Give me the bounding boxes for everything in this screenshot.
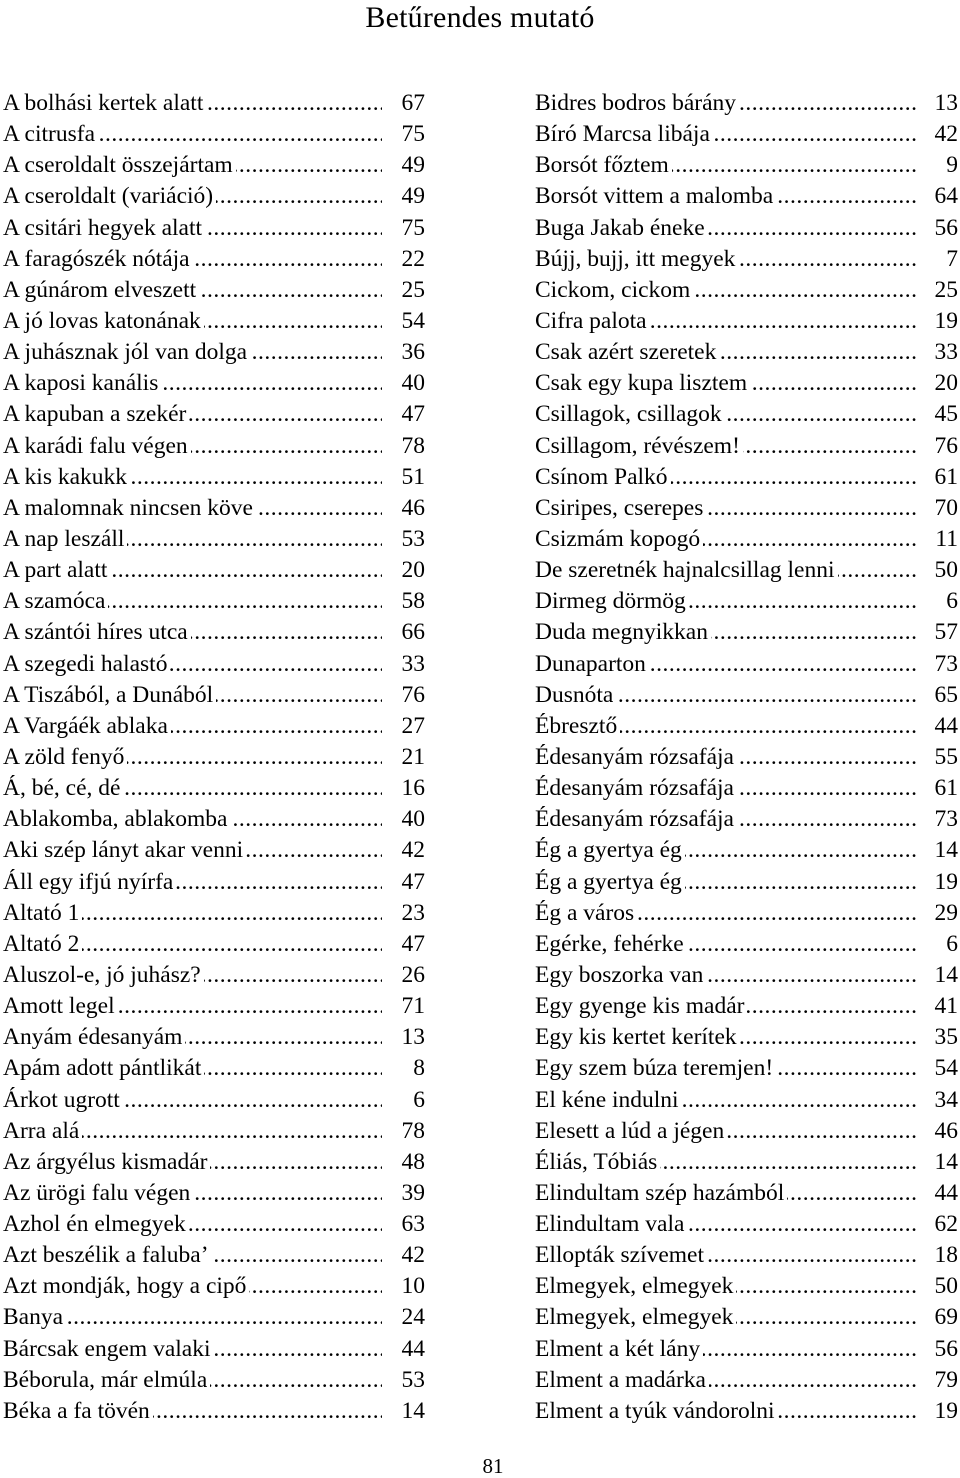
- entry-page-number: 78: [385, 431, 425, 462]
- index-entry: [535, 711, 958, 742]
- entry-page-number: 67: [385, 88, 425, 119]
- entry-title: A faragószék nótája: [3, 246, 193, 272]
- entry-title: Egy kis kertet kerítek: [535, 1024, 740, 1050]
- index-entry: [535, 867, 958, 898]
- index-entry: [535, 773, 958, 804]
- index-entry: [3, 649, 425, 680]
- entry-page-number: 71: [385, 991, 425, 1022]
- entry-page-number: 7: [921, 244, 958, 275]
- entry-page-number: 51: [385, 462, 425, 493]
- entry-title: A citrusfa: [3, 121, 98, 147]
- entry-page-number: 8: [385, 1053, 425, 1084]
- entry-title: Csillagom, révészem!: [535, 433, 743, 459]
- entry-title: Elmegyek, elmegyek: [535, 1304, 736, 1330]
- index-entry: [535, 1271, 958, 1302]
- index-entry: [3, 773, 425, 804]
- entry-page-number: 45: [921, 399, 958, 430]
- entry-title: El kéne indulni: [535, 1087, 682, 1113]
- entry-page-number: 40: [385, 804, 425, 835]
- entry-page-number: 61: [921, 462, 958, 493]
- entry-page-number: 9: [921, 150, 958, 181]
- entry-page-number: 62: [921, 1209, 958, 1240]
- entry-title: Banya: [3, 1304, 66, 1330]
- index-entry: [535, 306, 958, 337]
- index-entry: [3, 680, 425, 711]
- entry-title: A juhásznak jól van dolga: [3, 339, 250, 365]
- entry-title: Csiripes, cserepes: [535, 495, 706, 521]
- entry-page-number: 26: [385, 960, 425, 991]
- entry-title: Az árgyélus kismadár: [3, 1149, 210, 1175]
- entry-title: Ég a város: [535, 900, 637, 926]
- index-entry: [535, 1022, 958, 1053]
- index-entry: [3, 462, 425, 493]
- index-entry: [3, 1302, 425, 1333]
- entry-title: Egérke, fehérke: [535, 931, 687, 957]
- entry-page-number: 63: [385, 1209, 425, 1240]
- entry-page-number: 10: [385, 1271, 425, 1302]
- entry-page-number: 44: [921, 1178, 958, 1209]
- entry-page-number: 57: [921, 617, 958, 648]
- entry-page-number: 33: [385, 649, 425, 680]
- entry-page-number: 35: [921, 1022, 958, 1053]
- index-entry: [535, 586, 958, 617]
- entry-page-number: 49: [385, 150, 425, 181]
- index-entry: [3, 1022, 425, 1053]
- entry-title: Borsót főztem: [535, 152, 672, 178]
- index-entry: [535, 462, 958, 493]
- index-entry: [535, 1365, 958, 1396]
- entry-page-number: 33: [921, 337, 958, 368]
- index-entry: [535, 835, 958, 866]
- entry-page-number: 6: [921, 929, 958, 960]
- entry-page-number: 58: [385, 586, 425, 617]
- index-entry: [3, 742, 425, 773]
- entry-page-number: 42: [385, 1240, 425, 1271]
- entry-page-number: 54: [385, 306, 425, 337]
- entry-title: Altató 2: [3, 931, 82, 957]
- entry-title: Béborula, már elmúla: [3, 1367, 210, 1393]
- entry-title: Egy gyenge kis madár: [535, 993, 747, 1019]
- entry-page-number: 14: [921, 960, 958, 991]
- entry-page-number: 44: [385, 1334, 425, 1365]
- entry-title: A karádi falu végen: [3, 433, 191, 459]
- entry-page-number: 42: [385, 835, 425, 866]
- index-entry: [535, 1147, 958, 1178]
- index-entry: [535, 555, 958, 586]
- entry-page-number: 14: [921, 835, 958, 866]
- index-entry: [535, 1085, 958, 1116]
- entry-title: A zöld fenyő: [3, 744, 127, 770]
- entry-title: A szántói híres utca: [3, 619, 191, 645]
- entry-title: Duda megnyikkan: [535, 619, 711, 645]
- entry-title: Azhol én elmegyek: [3, 1211, 189, 1237]
- entry-title: Elment a két lány: [535, 1336, 703, 1362]
- entry-page-number: 19: [921, 306, 958, 337]
- entry-page-number: 25: [385, 275, 425, 306]
- entry-title: Ég a gyertya ég: [535, 837, 685, 863]
- entry-page-number: 34: [921, 1085, 958, 1116]
- index-entry: [535, 181, 958, 212]
- entry-title: Cickom, cickom: [535, 277, 693, 303]
- index-entry: [3, 524, 425, 555]
- entry-title: Csak azért szeretek: [535, 339, 719, 365]
- index-entry: [535, 1334, 958, 1365]
- index-entry: [535, 88, 958, 119]
- index-entry: [3, 399, 425, 430]
- index-entry: [535, 524, 958, 555]
- entry-page-number: 76: [385, 680, 425, 711]
- index-entry: [535, 898, 958, 929]
- entry-page-number: 14: [921, 1147, 958, 1178]
- index-entry: [535, 119, 958, 150]
- entry-page-number: 78: [385, 1116, 425, 1147]
- entry-page-number: 69: [921, 1302, 958, 1333]
- index-entry: [535, 1302, 958, 1333]
- entry-page-number: 42: [921, 119, 958, 150]
- entry-page-number: 27: [385, 711, 425, 742]
- index-entry: [3, 804, 425, 835]
- entry-title: Árkot ugrott: [3, 1087, 123, 1113]
- entry-title: Az ürögi falu végen: [3, 1180, 193, 1206]
- index-entry: [3, 88, 425, 119]
- page-number: 81: [482, 1454, 504, 1478]
- index-entry: [3, 181, 425, 212]
- index-entry: [3, 1365, 425, 1396]
- index-entry: [3, 275, 425, 306]
- entry-page-number: 20: [385, 555, 425, 586]
- entry-title: Csillagok, csillagok: [535, 401, 725, 427]
- index-entry: [535, 929, 958, 960]
- entry-page-number: 40: [385, 368, 425, 399]
- entry-title: A bolhási kertek alatt: [3, 90, 206, 116]
- entry-title: Elment a tyúk vándorolni: [535, 1398, 778, 1424]
- entry-title: Édesanyám rózsafája: [535, 744, 737, 770]
- index-entry: [3, 306, 425, 337]
- index-entry: [535, 150, 958, 181]
- entry-page-number: 75: [385, 119, 425, 150]
- entry-title: A Tiszából, a Dunából: [3, 682, 216, 708]
- entry-page-number: 20: [921, 368, 958, 399]
- entry-title: Á, bé, cé, dé: [3, 775, 123, 801]
- entry-title: Dirmeg dörmög: [535, 588, 689, 614]
- entry-page-number: 49: [385, 181, 425, 212]
- index-entry: [535, 431, 958, 462]
- index-entry: [3, 1240, 425, 1271]
- entry-page-number: 24: [385, 1302, 425, 1333]
- entry-page-number: 61: [921, 773, 958, 804]
- entry-title: Ellopták szívemet: [535, 1242, 707, 1268]
- entry-page-number: 13: [921, 88, 958, 119]
- index-entry: [3, 244, 425, 275]
- entry-title: A cseroldalt (variáció): [3, 183, 216, 209]
- entry-title: A nap leszáll: [3, 526, 127, 552]
- entry-page-number: 6: [385, 1085, 425, 1116]
- index-entry: [3, 555, 425, 586]
- entry-title: Édesanyám rózsafája: [535, 806, 737, 832]
- entry-page-number: 39: [385, 1178, 425, 1209]
- index-entry: [3, 1209, 425, 1240]
- entry-page-number: 54: [921, 1053, 958, 1084]
- index-entry: [535, 649, 958, 680]
- entry-page-number: 70: [921, 493, 958, 524]
- entry-page-number: 66: [385, 617, 425, 648]
- entry-page-number: 64: [921, 181, 958, 212]
- entry-title: Apám adott pántlikát: [3, 1055, 204, 1081]
- entry-page-number: 18: [921, 1240, 958, 1271]
- entry-title: Elindultam szép hazámból: [535, 1180, 787, 1206]
- index-entry: [3, 835, 425, 866]
- index-entry: [535, 399, 958, 430]
- entry-title: Csizmám kopogó: [535, 526, 703, 552]
- entry-title: Borsót vittem a malomba: [535, 183, 776, 209]
- index-entry: [535, 960, 958, 991]
- entry-page-number: 73: [921, 649, 958, 680]
- entry-title: Amott legel: [3, 993, 118, 1019]
- entry-title: Dunaparton: [535, 651, 649, 677]
- entry-title: Egy boszorka van: [535, 962, 706, 988]
- entry-page-number: 22: [385, 244, 425, 275]
- index-entry: [535, 1396, 958, 1427]
- entry-title: A jó lovas katonának: [3, 308, 204, 334]
- entry-page-number: 65: [921, 680, 958, 711]
- entry-page-number: 19: [921, 1396, 958, 1427]
- entry-page-number: 56: [921, 213, 958, 244]
- page-title: Betűrendes mutató: [365, 1, 595, 34]
- index-entry: [3, 929, 425, 960]
- entry-title: Elesett a lúd a jégen: [535, 1118, 727, 1144]
- entry-page-number: 55: [921, 742, 958, 773]
- entry-title: Elment a madárka: [535, 1367, 709, 1393]
- entry-title: Bárcsak engem valaki: [3, 1336, 214, 1362]
- entry-title: Ablakomba, ablakomba: [3, 806, 231, 832]
- index-entry: [3, 898, 425, 929]
- entry-page-number: 76: [921, 431, 958, 462]
- entry-title: Azt mondják, hogy a cipő: [3, 1273, 249, 1299]
- entry-page-number: 47: [385, 399, 425, 430]
- index-entry: [535, 244, 958, 275]
- entry-title: A kapuban a szekér: [3, 401, 189, 427]
- entry-page-number: 41: [921, 991, 958, 1022]
- entry-page-number: 16: [385, 773, 425, 804]
- entry-title: Elmegyek, elmegyek: [535, 1273, 736, 1299]
- entry-page-number: 73: [921, 804, 958, 835]
- index-entry: [3, 867, 425, 898]
- entry-page-number: 46: [385, 493, 425, 524]
- entry-title: Arra alá: [3, 1118, 82, 1144]
- entry-title: A gúnárom elveszett: [3, 277, 199, 303]
- index-entry: [3, 1271, 425, 1302]
- entry-title: A szamóca: [3, 588, 108, 614]
- entry-page-number: 48: [385, 1147, 425, 1178]
- entry-page-number: 47: [385, 867, 425, 898]
- index-entry: [535, 1116, 958, 1147]
- entry-title: Csak egy kupa lisztem: [535, 370, 750, 396]
- entry-title: Bújj, bujj, itt megyek: [535, 246, 738, 272]
- entry-page-number: 56: [921, 1334, 958, 1365]
- entry-page-number: 11: [921, 524, 958, 555]
- index-entry: [535, 680, 958, 711]
- entry-title: A kaposi kanális: [3, 370, 161, 396]
- index-entry: [3, 119, 425, 150]
- entry-page-number: 13: [385, 1022, 425, 1053]
- entry-title: Áll egy ifjú nyírfa: [3, 869, 176, 895]
- entry-page-number: 14: [385, 1396, 425, 1427]
- entry-title: A malomnak nincsen köve: [3, 495, 256, 521]
- index-entry: [3, 213, 425, 244]
- entry-title: A csitári hegyek alatt: [3, 215, 205, 241]
- entry-page-number: 19: [921, 867, 958, 898]
- entry-title: Elindultam vala: [535, 1211, 687, 1237]
- index-entry: [535, 617, 958, 648]
- index-column-right: [535, 88, 958, 1427]
- index-entry: [3, 711, 425, 742]
- index-entry: [3, 337, 425, 368]
- index-entry: [535, 991, 958, 1022]
- index-entry: [535, 368, 958, 399]
- entry-title: Béka a fa tövén: [3, 1398, 153, 1424]
- entry-page-number: 50: [921, 555, 958, 586]
- entry-page-number: 21: [385, 742, 425, 773]
- index-entry: [3, 1178, 425, 1209]
- index-entry: [3, 1085, 425, 1116]
- index-entry: [3, 1053, 425, 1084]
- entry-page-number: 44: [921, 711, 958, 742]
- entry-title: De szeretnék hajnalcsillag lenni: [535, 557, 838, 583]
- index-entry: [535, 742, 958, 773]
- entry-title: Édesanyám rózsafája: [535, 775, 737, 801]
- entry-title: Anyám édesanyám: [3, 1024, 185, 1050]
- index-entry: [535, 1178, 958, 1209]
- index-entry: [535, 804, 958, 835]
- index-entry: [3, 431, 425, 462]
- index-entry: [3, 1334, 425, 1365]
- entry-title: A szegedi halastó: [3, 651, 170, 677]
- index-entry: [535, 337, 958, 368]
- entry-title: Buga Jakab éneke: [535, 215, 708, 241]
- entry-page-number: 47: [385, 929, 425, 960]
- entry-title: A Vargáék ablaka: [3, 713, 171, 739]
- entry-title: Csínom Palkó: [535, 464, 671, 490]
- index-entry: [535, 1053, 958, 1084]
- index-entry: [3, 586, 425, 617]
- entry-page-number: 53: [385, 524, 425, 555]
- entry-page-number: 23: [385, 898, 425, 929]
- index-entry: [535, 1240, 958, 1271]
- entry-title: Altató 1: [3, 900, 82, 926]
- entry-title: A cseroldalt összejártam: [3, 152, 236, 178]
- entry-title: Egy szem búza teremjen!: [535, 1055, 776, 1081]
- entry-page-number: 46: [921, 1116, 958, 1147]
- entry-page-number: 75: [385, 213, 425, 244]
- index-entry: [535, 213, 958, 244]
- index-entry: [3, 960, 425, 991]
- index-entry: [535, 493, 958, 524]
- entry-title: Azt beszélik a faluba’: [3, 1242, 212, 1268]
- entry-page-number: 29: [921, 898, 958, 929]
- entry-title: A part alatt: [3, 557, 110, 583]
- index-entry: [3, 1396, 425, 1427]
- entry-page-number: 50: [921, 1271, 958, 1302]
- entry-page-number: 79: [921, 1365, 958, 1396]
- entry-page-number: 25: [921, 275, 958, 306]
- index-entry: [535, 275, 958, 306]
- index-entry: [3, 150, 425, 181]
- entry-title: Dusnóta: [535, 682, 616, 708]
- entry-page-number: 53: [385, 1365, 425, 1396]
- entry-title: Aki szép lányt akar venni: [3, 837, 246, 863]
- entry-title: Cifra palota: [535, 308, 650, 334]
- index-entry: [535, 1209, 958, 1240]
- entry-title: Ég a gyertya ég: [535, 869, 685, 895]
- index-entry: [3, 493, 425, 524]
- entry-title: A kis kakukk: [3, 464, 130, 490]
- entry-page-number: 36: [385, 337, 425, 368]
- index-entry: [3, 368, 425, 399]
- index-entry: [3, 617, 425, 648]
- index-entry: [3, 991, 425, 1022]
- entry-title: Aluszol-e, jó juhász?: [3, 962, 204, 988]
- index-entry: [3, 1147, 425, 1178]
- entry-title: Bíró Marcsa libája: [535, 121, 713, 147]
- entry-page-number: 6: [921, 586, 958, 617]
- index-entry: [3, 1116, 425, 1147]
- entry-title: Bidres bodros bárány: [535, 90, 739, 116]
- index-column-left: [3, 88, 425, 1427]
- entry-title: Ébresztő: [535, 713, 620, 739]
- entry-title: Éliás, Tóbiás: [535, 1149, 660, 1175]
